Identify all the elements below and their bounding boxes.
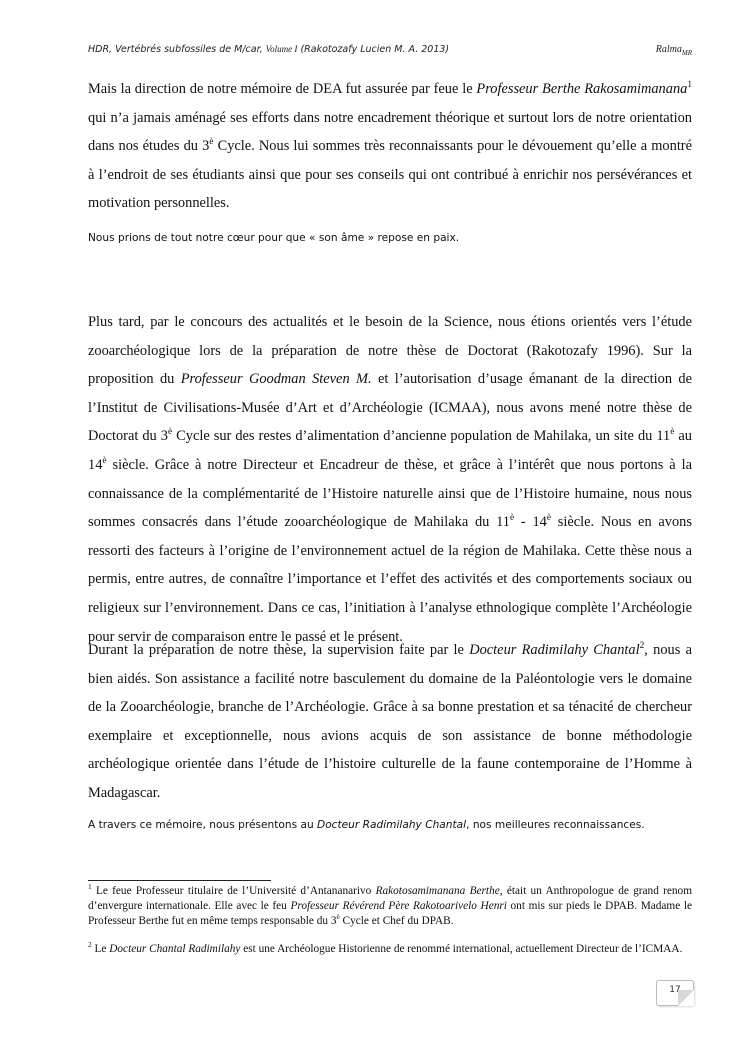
footnote-2: $^2$ Le Docteur Chantal Radimilahy est une Archéologue Historienne de renommé international, actuellement Directeur de l’ICMAA. bbox=[88, 940, 683, 955]
footnote-ref-1[interactable]: 1 bbox=[687, 80, 693, 91]
footnote-1: $^1$ Le feue Professeur titulaire de l’Université d’Antananarivo Rakotosamimanana Berthe, était un Anthropologue de grand renom d’envergure internationale. Elle avec le feu Professeur Révérend Père Rakotoarivelo Henri ont mis sur pieds le DPAB. Madame le Professeur Berthe fut en même temps responsable du $3^è$ Cycle et Chef du DPAB. bbox=[88, 882, 692, 927]
page-number: 17 bbox=[669, 985, 681, 995]
page-number-box bbox=[656, 980, 694, 1006]
prayer-line: Nous prions de tout notre cœur pour que « son âme » repose en paix. bbox=[88, 232, 460, 244]
thanks-line: A travers ce mémoire, nous présentons au Docteur Radimilahy Chantal, nos meilleures reconnaissances. bbox=[88, 819, 645, 831]
person-name: Docteur Radimilahy Chantal bbox=[317, 819, 467, 831]
header-title: HDR, Vertébrés subfossiles de M/car, Volume I (Rakotozafy Lucien M. A. 2013) bbox=[88, 44, 450, 55]
page-curl-icon bbox=[678, 990, 694, 1006]
footnote-ref-2[interactable]: 2 bbox=[639, 641, 645, 652]
person-name: Professeur Goodman Steven M. bbox=[180, 371, 372, 388]
paragraph-dea: Mais la direction de notre mémoire de DEA fut assurée par feue le Professeur Berthe Rakosamimanana$^1$ qui n’a jamais aménagé ses efforts dans notre encadrement théorique et surtout lors de notre orientation dans nos études du $3^è$ Cycle. Nous lui sommes très reconnaissants pour le dévouement qu’elle a montré à l’endroit de ses étudiants ainsi que pour ses conseils qui ont contribué à enrichir nos persévérances et motivation personnelles. bbox=[88, 80, 693, 212]
paragraph-supervision: Durant la préparation de notre thèse, la supervision faite par le Docteur Radimilahy Chantal$^2$, nous a bien aidés. Son assistance a facilité notre basculement du domaine de la Paléontologie vers le domaine de la Zooarchéologie, branche de l’Archéologie. Grâce à sa bonne prestation et sa ténacité de chercheur exemplaire et exceptionnelle, nous avions acquis de son assistance de bonne méthodologie archéologique orientée dans l’étude de l’histoire culturelle de la faune contemporaine de l’Homme à Madagascar. bbox=[88, 641, 693, 801]
paragraph-doctorat: Plus tard, par le concours des actualités et le besoin de la Science, nous étions orientés vers l’étude zooarchéologique lors de la préparation de notre thèse de Doctorat (Rakotozafy 1996). Sur la proposition du Professeur Goodman Steven M. et l’autorisation d’usage émanant de la direction de l’Institut de Civilisations-Musée d’Art et d’Archéologie (ICMAA), nous avons mené notre thèse de Doctorat du $3^è$ Cycle sur des restes d’alimentation d’ancienne population de Mahilaka, un site du $11^è$ au $14^è$ siècle. Grâce à notre Directeur et Encadreur de thèse, et grâce à l’intérêt que nous portons à la connaissance de la complémentarité de l’Histoire naturelle ainsi que de l’Histoire humaine, nous nous sommes consacrés dans l’étude zooarchéologique de Mahilaka du $11^è - 14^è$ siècle. Nous en avons ressorti des facteurs à l’origine de l’environnement actuel de la région de Mahilaka. Cette thèse nous a permis, entre autres, de connaître l’importance et l’effet des activités et des comportements sociaux ou religieux sur l’environnement. Dans ce cas, l’initiation à l’analyse ethnologique complète l’Archéologie pour servir de comparaison entre le passé et le présent. bbox=[88, 314, 693, 645]
person-name: Professeur Berthe Rakosamimanana bbox=[476, 81, 688, 97]
footnote-separator bbox=[88, 880, 271, 881]
header-author-tag: Ralma$_{MR}$ bbox=[655, 44, 692, 57]
person-name: Docteur Radimilahy Chantal bbox=[469, 642, 640, 658]
